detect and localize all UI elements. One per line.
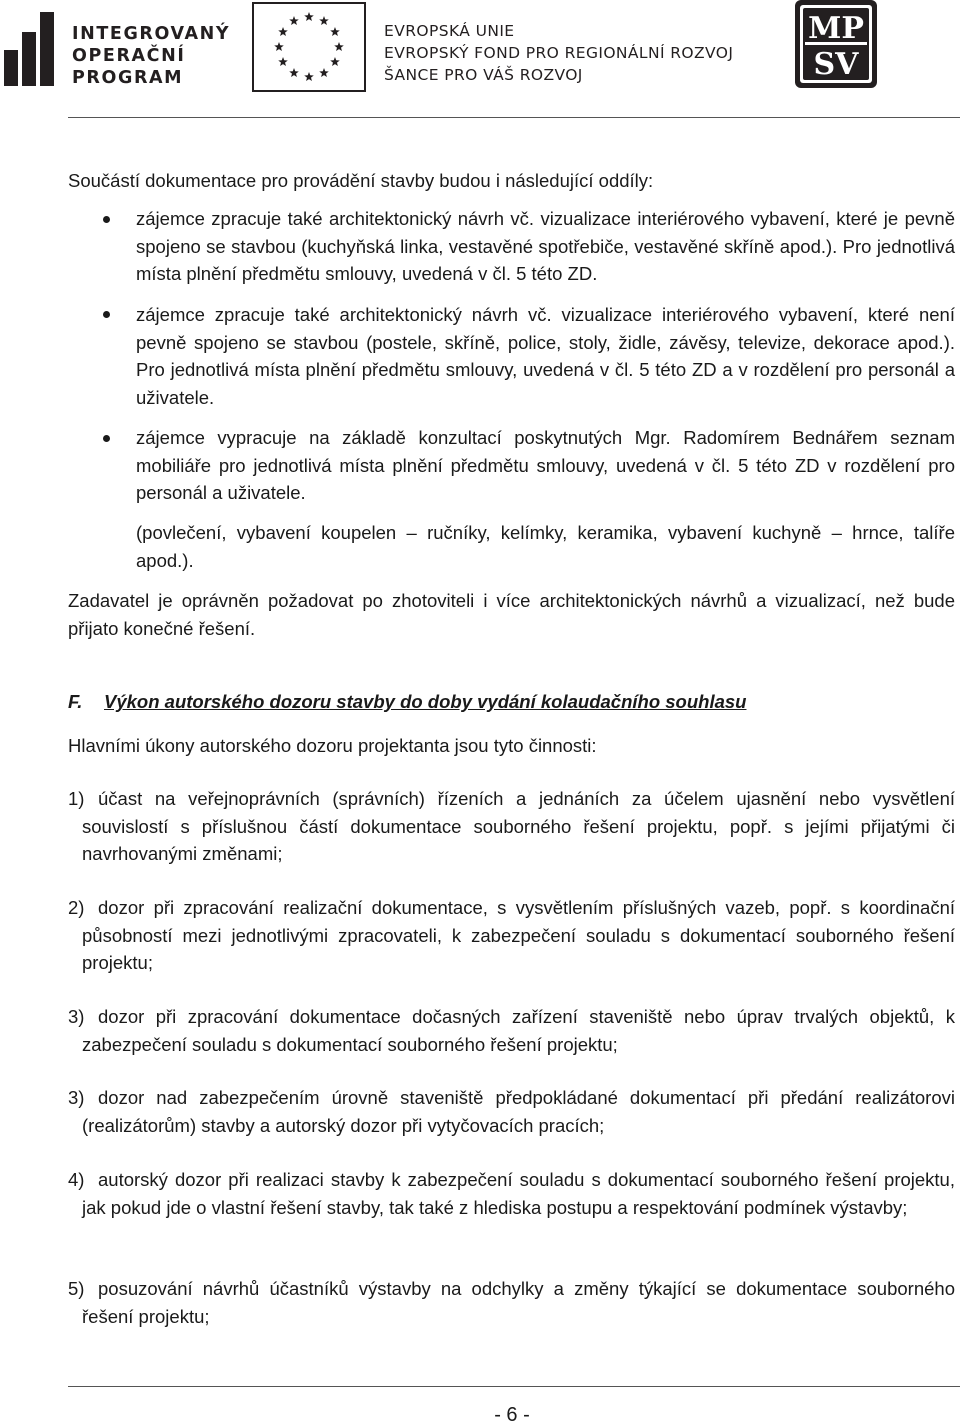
activity-item	[68, 785, 955, 868]
eu-line: ŠANCE PRO VÁŠ ROZVOJ	[384, 66, 583, 84]
intro-paragraph: Součástí dokumentace pro provádění stavby budou i následující oddíly:	[68, 170, 654, 191]
mpsv-logo	[795, 0, 877, 88]
svg-text:SV: SV	[813, 47, 859, 82]
item-text: dozor při zpracování dokumentace dočasných zařízení staveniště nebo úprav trvalých objektů, k zabezpečení souladu s dokumentací souborného řešení projektu;	[82, 1006, 955, 1055]
zadavatel-paragraph: Zadavatel je oprávněn požadovat po zhotoviteli i více architektonických návrhů a vizualizací, než bude přijato konečné řešení.	[68, 590, 955, 639]
item-label: 3)	[68, 1087, 85, 1108]
iop-line: PROGRAM	[72, 68, 184, 88]
section-number: F.	[68, 691, 83, 712]
iop-bars-icon	[4, 6, 68, 86]
page-number: - 6 -	[494, 1404, 530, 1426]
item-text: účast na veřejnoprávních (správních) řízeních a jednáních za účelem ujasnění nebo vysvětlení souvislostí s příslušnou částí dokumentace souborného řešení projektu, popř. s jejími přijatými či navrhovanými změnami;	[82, 788, 955, 864]
bullet-dot-icon	[103, 311, 110, 318]
section-intro: Hlavními úkony autorského dozoru projektanta jsou tyto činnosti:	[68, 735, 597, 756]
item-label: 3)	[68, 1006, 85, 1027]
activity-item	[68, 894, 955, 977]
item-label: 5)	[68, 1278, 85, 1299]
bullet-dot-icon	[103, 216, 110, 223]
section-title: Výkon autorského dozoru stavby do doby vydání kolaudačního souhlasu	[104, 691, 747, 712]
section-heading	[68, 691, 746, 713]
page-header	[0, 0, 960, 100]
iop-line: INTEGROVANÝ	[72, 24, 231, 44]
bullet-item: zájemce zpracuje také architektonický návrh vč. vizualizace interiérového vybavení, které je pevně spojeno se stavbou (kuchyňská linka, vestavěné spotřebiče, vestavěné skříně apod.). Pro jednotlivá místa plnění předmětu smlouvy, uvedená v čl. 5 této ZD.	[136, 208, 955, 284]
activity-item	[68, 1166, 955, 1221]
iop-line: OPERAČNÍ	[72, 46, 186, 66]
activity-item	[68, 1003, 955, 1058]
item-text: posuzování návrhů účastníků výstavby na odchylky a změny týkající se dokumentace souborného řešení projektu;	[82, 1278, 955, 1327]
iop-logo-text	[72, 23, 230, 89]
item-text: dozor při zpracování realizační dokumentace, s vysvětlením příslušných vazeb, popř. s koordinační působností mezi jednotlivými zpracovateli, k zabezpečení souladu s dokumentací souborného řešení projektu;	[82, 897, 955, 973]
header-divider	[68, 117, 960, 118]
eu-line: EVROPSKÝ FOND PRO REGIONÁLNÍ ROZVOJ	[384, 44, 734, 62]
item-label: 2)	[68, 897, 85, 918]
bullet-dot-icon	[103, 435, 110, 442]
bullet-note: (povlečení, vybavení koupelen – ručníky, kelímky, keramika, vybavení kuchyně – hrnce, talíře apod.).	[136, 522, 955, 571]
item-label: 1)	[68, 788, 85, 809]
eu-logo-text	[384, 20, 733, 86]
activity-item	[68, 1275, 955, 1330]
footer-divider	[68, 1386, 960, 1387]
item-text: dozor nad zabezpečením úrovně staveniště předpokládané dokumentací při předání realizátorovi (realizátorům) stavby a autorský dozor při vytyčovacích pracích;	[82, 1087, 955, 1136]
item-label: 4)	[68, 1169, 85, 1190]
activity-item	[68, 1084, 955, 1139]
bullet-item: zájemce vypracuje na základě konzultací poskytnutých Mgr. Radomírem Bednářem seznam mobiliáře pro jednotlivá místa plnění předmětu smlouvy, uvedená v čl. 5 této ZD v rozdělení pro personál a uživatele.	[136, 427, 955, 503]
eu-flag-icon	[252, 2, 366, 92]
svg-text:MP: MP	[808, 11, 864, 46]
bullet-item: zájemce zpracuje také architektonický návrh vč. vizualizace interiérového vybavení, které není pevně spojeno se stavbou (postele, skříně, police, stoly, židle, závěsy, televize, dekorace apod.). Pro jednotlivá místa plnění předmětu smlouvy, uvedená v čl. 5 této ZD a v rozdělení pro personál a uživatele.	[136, 304, 955, 408]
item-text: autorský dozor při realizaci stavby k zabezpečení souladu s dokumentací souborného řešení projektu, jak pokud jde o vlastní řešení stavby, tak také z hlediska postupu a respektování podmínek výstavby;	[82, 1169, 955, 1218]
eu-line: EVROPSKÁ UNIE	[384, 22, 515, 40]
